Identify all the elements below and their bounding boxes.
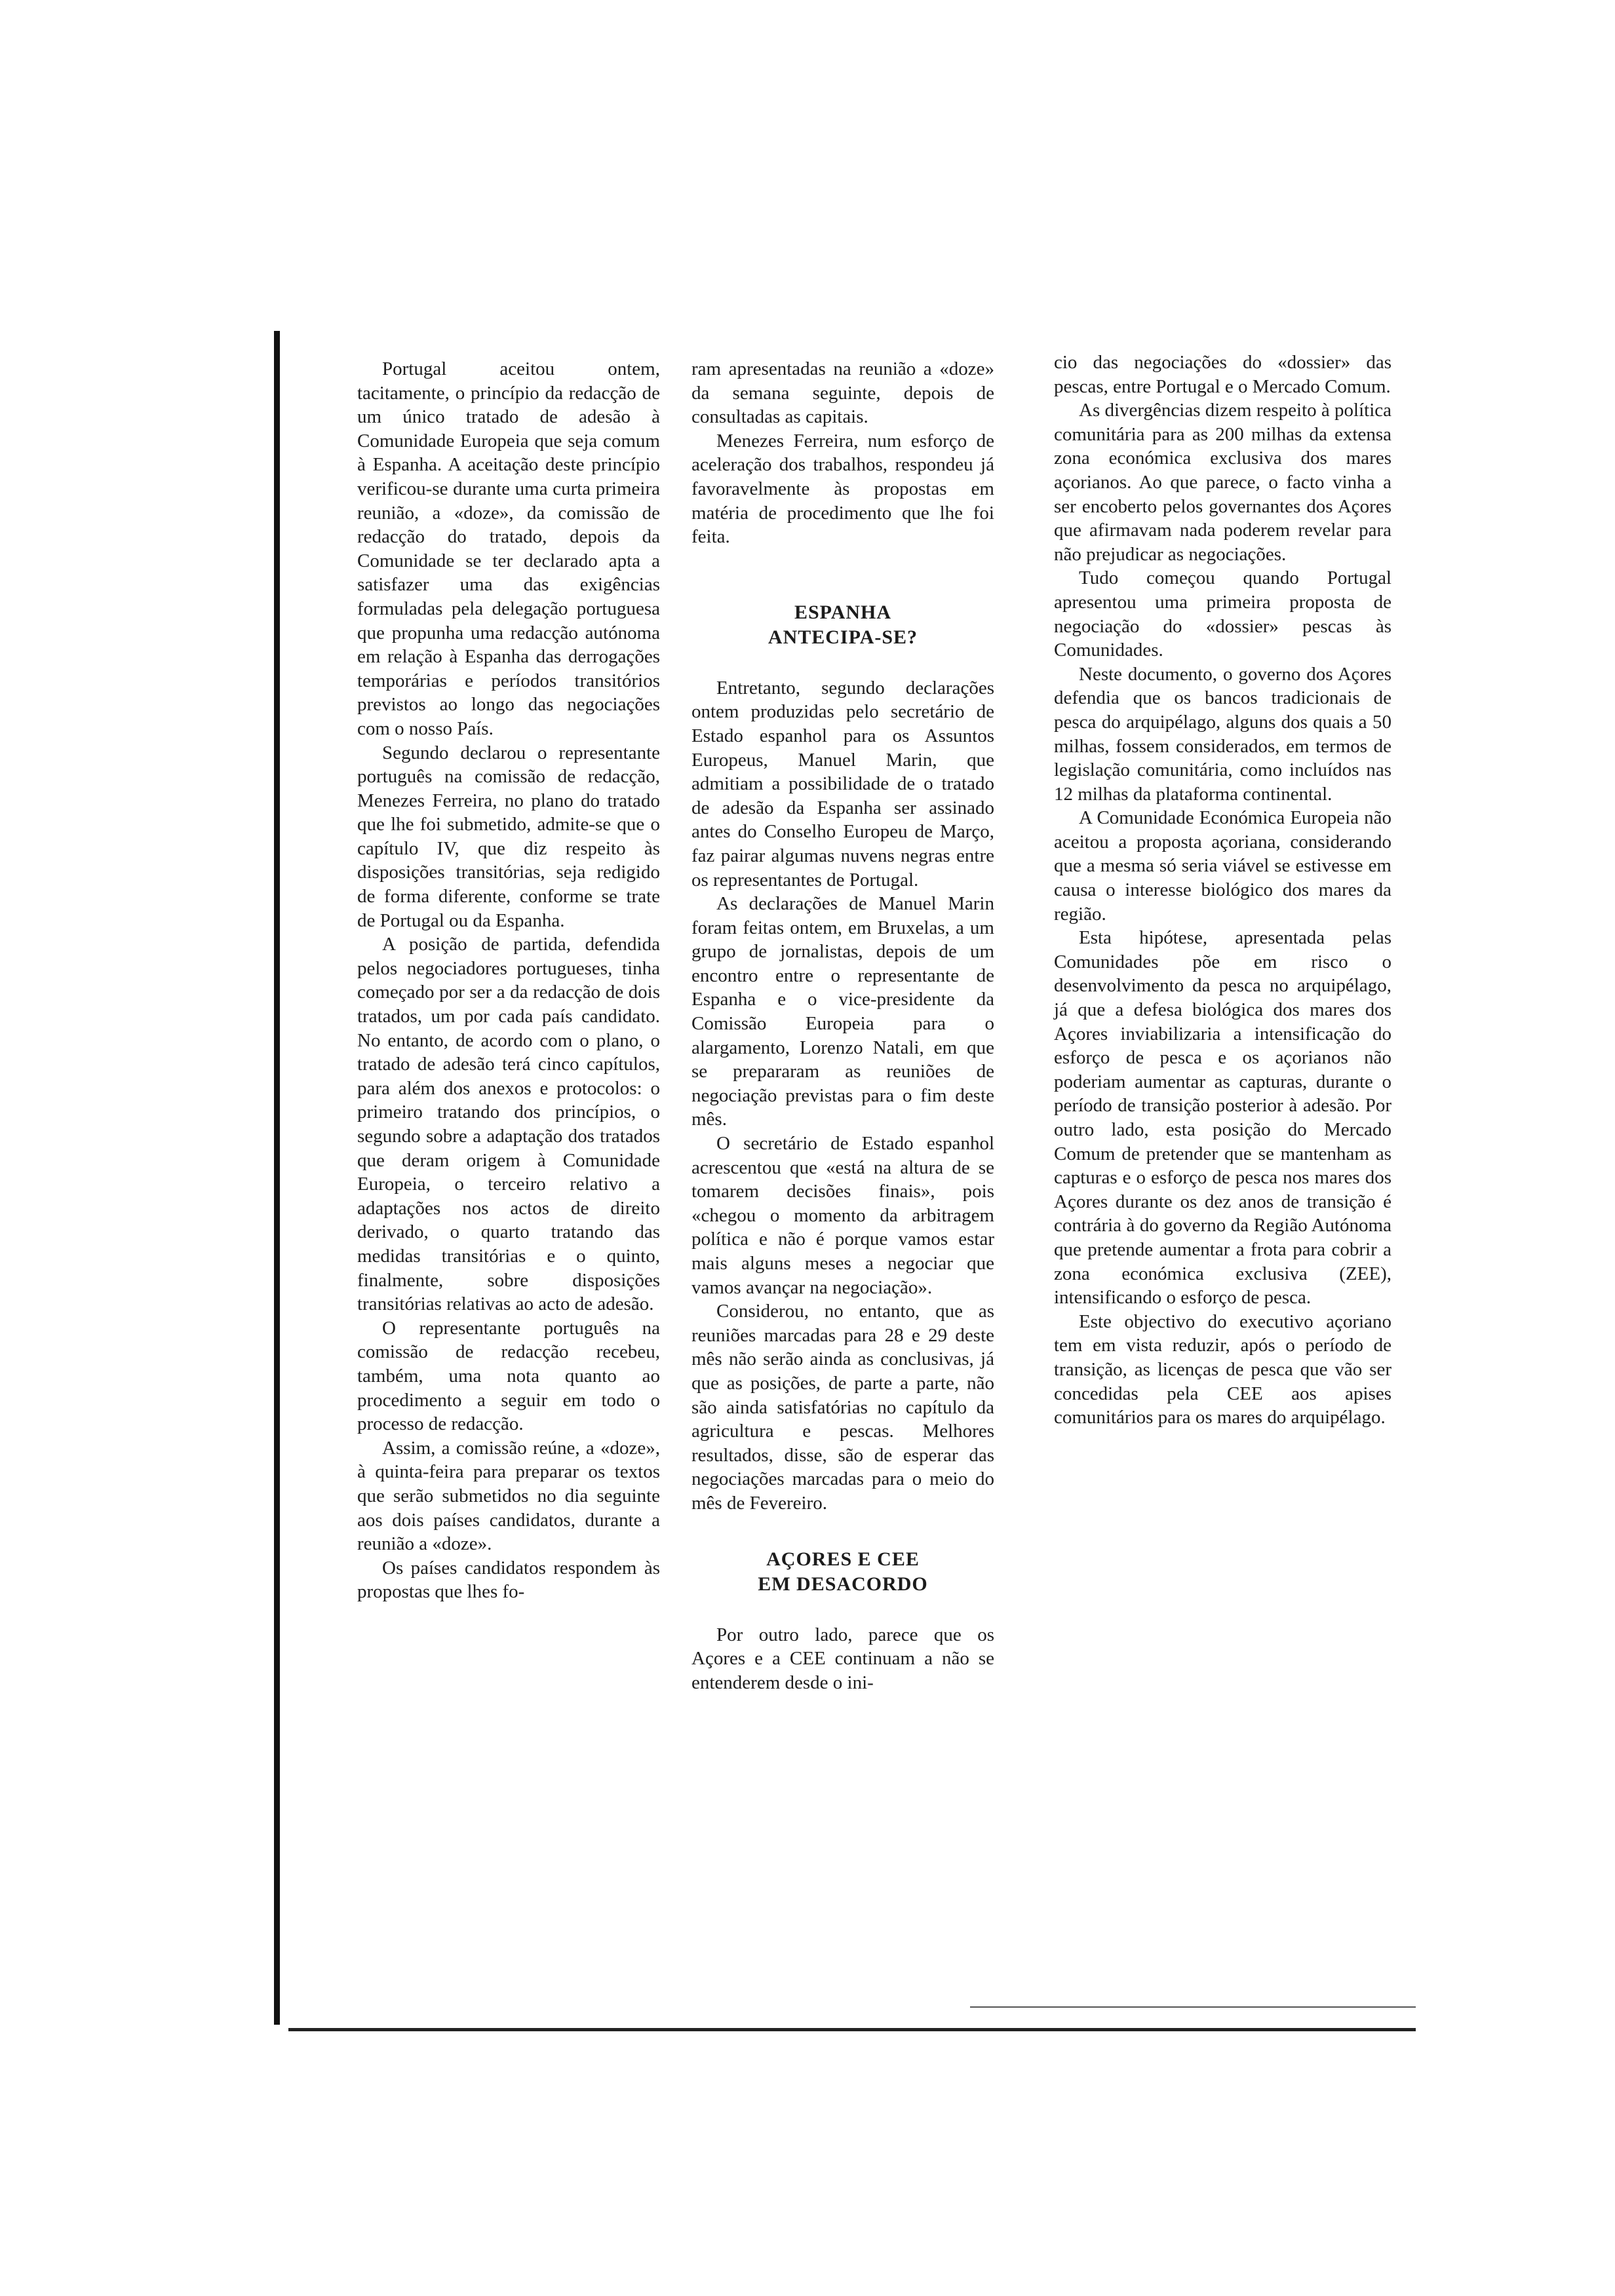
section-heading-espanha [691, 600, 994, 650]
paragraph: A posição de partida, defendida pelos negociadores portugueses, tinha começado por ser a da redacção de dois tratados, um por cada país candidato. No entanto, de acordo com o plano, o tratado de adesão terá cinco capítulos, para além dos anexos e protocolos: o primeiro tratando dos princípios, o segundo sobre a adaptação dos tratados que deram origem à Comunidade Europeia, o terceiro relativo a adaptações nos actos de direito derivado, o quarto tratando das medidas transitórias e o quinto, finalmente, sobre disposições transitórias relativas ao acto de adesão. [357, 934, 660, 1315]
paragraph: Portugal aceitou ontem, tacitamente, o princípio da redacção de um único tratado de adesão à Comunidade Europeia que seja comum à Espanha. A aceitação deste princípio verificou-se durante uma curta primeira reunião, a «doze», da comissão de redacção do tratado, depois da Comunidade se ter declarado apta a satisfazer uma das exigências formuladas pela delegação portuguesa que propunha uma redacção autónoma em relação à Espanha das derrogações temporárias e períodos transitórios previstos ao longo das negociações com o nosso País. [357, 358, 660, 739]
paragraph: Os países candidatos respondem às propostas que lhes fo- [357, 1557, 660, 1603]
paragraph: Assim, a comissão reúne, a «doze», à quinta-feira para preparar os textos que serão submetidos no dia seguinte aos dois países candidatos, durante a reunião a «doze». [357, 1437, 660, 1555]
article-column-2 [691, 357, 994, 1694]
paragraph: As declarações de Manuel Marin foram feitas ontem, em Bruxelas, a um grupo de jornalistas, depois de um encontro entre o representante de Espanha e o vice-presidente da Comissão Europeia para o alargamento, Lorenzo Natali, em que se prepararam as reuniões de negociação previstas para o fim deste mês. [691, 893, 994, 1130]
paragraph: Segundo declarou o representante português na comissão de redacção, Menezes Ferreira, no plano do tratado que lhe foi submetido, admite-se que o capítulo IV, que diz respeito às disposições transitórias, seja redigido de forma diferente, conforme se trate de Portugal ou da Espanha. [357, 742, 660, 931]
paragraph: O representante português na comissão de redacção recebeu, também, uma nota quanto ao procedimento a seguir em todo o processo de redacção. [357, 1317, 660, 1435]
paragraph: Por outro lado, parece que os Açores e a CEE continuam a não se entenderem desde o ini- [691, 1624, 994, 1693]
paragraph: Tudo começou quando Portugal apresentou uma primeira proposta de negociação do «dossier» pescas às Comunidades. [1054, 567, 1391, 661]
paragraph: Neste documento, o governo dos Açores defendia que os bancos tradicionais de pesca do arquipélago, alguns dos quais a 50 milhas, fossem considerados, em termos de legislação comunitária, como incluídos nas 12 milhas da plataforma continental. [1054, 663, 1391, 805]
section-heading-acores [691, 1547, 994, 1597]
heading-line: ESPANHA [794, 601, 892, 623]
paragraph: Considerou, no entanto, que as reuniões marcadas para 28 e 29 deste mês não serão ainda as conclusivas, já que as posições, de parte a parte, não são ainda satisfatórias no capítulo da agricultura e pescas. Melhores resultados, disse, são de esperar das negociações marcadas para o meio do mês de Fevereiro. [691, 1301, 994, 1514]
article-column-1 [357, 357, 660, 1604]
heading-line: AÇORES E CEE [766, 1548, 920, 1570]
paragraph: O secretário de Estado espanhol acrescentou que «está na altura de se tomarem decisões finais», pois «chegou o momento da arbitragem política e não é porque vamos estar mais alguns meses a negociar que vamos avançar na negociação». [691, 1133, 994, 1298]
paragraph: As divergências dizem respeito à política comunitária para as 200 milhas da extensa zona económica exclusiva dos mares açorianos. Ao que parece, o facto vinha a ser encoberto pelos governantes dos Açores que afirmavam nada poderem revelar para não prejudicar as negociações. [1054, 400, 1391, 565]
heading-line: EM DESACORDO [758, 1573, 928, 1595]
paragraph: cio das negociações do «dossier» das pescas, entre Portugal e o Mercado Comum. [1054, 352, 1391, 397]
column-end-rule [970, 2006, 1416, 2008]
paragraph: Esta hipótese, apresentada pelas Comunidades põe em risco o desenvolvimento da pesca no arquipélago, já que a defesa biológica dos mares dos Açores inviabilizaria a intensificação do esforço de pesca e os açorianos não poderiam aumentar as capturas, durante o período de transição posterior à adesão. Por outro lado, esta posição do Mercado Comum de pretender que se mantenham as capturas e o esforço de pesca nos mares dos Açores durante os dez anos de transição é contrária à do governo da Região Autónoma que pretende aumentar a frota para cobrir a zona económica exclusiva (ZEE), intensificando o esforço de pesca. [1054, 927, 1391, 1309]
paragraph: A Comunidade Económica Europeia não aceitou a proposta açoriana, considerando que a mesma só seria viável se estivesse em causa o interesse biológico dos mares da região. [1054, 807, 1391, 925]
heading-line: ANTECIPA-SE? [768, 626, 918, 648]
article-column-3 [1054, 351, 1391, 1430]
paragraph: Este objectivo do executivo açoriano tem em vista reduzir, após o período de transição, as licenças de pesca que vão ser concedidas pela CEE aos apises comunitários para os mares do arquipélago. [1054, 1311, 1391, 1428]
left-margin-rule [274, 331, 280, 2025]
bottom-rule [288, 2028, 1416, 2031]
paragraph: Entretanto, segundo declarações ontem produzidas pelo secretário de Estado espanhol para os Assuntos Europeus, Manuel Marin, que admitiam a possibilidade de o tratado de adesão da Espanha ser assinado antes do Conselho Europeu de Março, faz pairar algumas nuvens negras entre os representantes de Portugal. [691, 677, 994, 890]
paragraph: Menezes Ferreira, num esforço de aceleração dos trabalhos, respondeu já favoravelmente às propostas em matéria de procedimento que lhe foi feita. [691, 430, 994, 548]
paragraph: ram apresentadas na reunião a «doze» da semana seguinte, depois de consultadas as capitais. [691, 358, 994, 428]
